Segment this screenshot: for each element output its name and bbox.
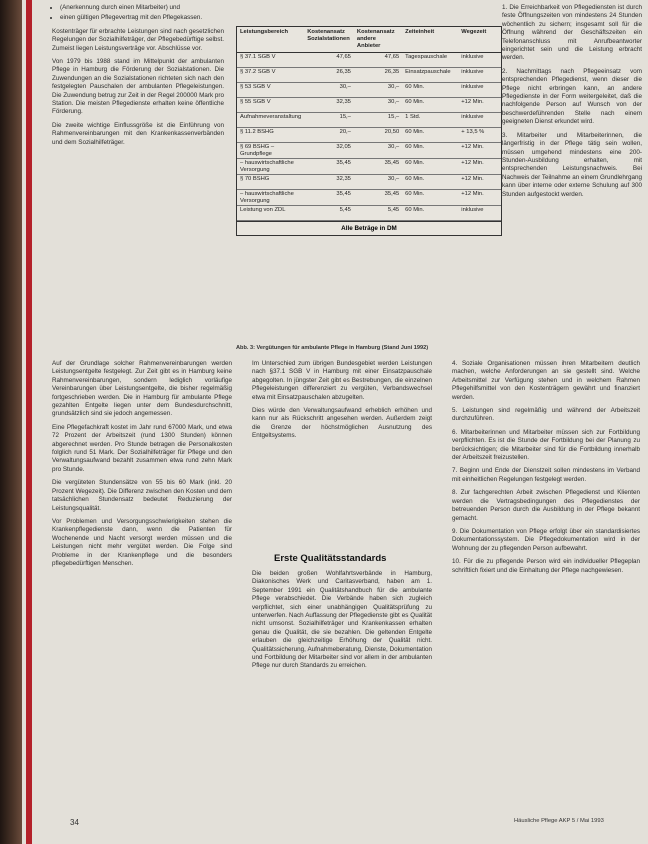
table-cell: 35,45 [304,159,354,175]
table-cell: 5,45 [304,206,354,221]
table-cell: 60 Min. [402,190,458,206]
table-cell: inklusive [458,68,501,83]
list-item: • (Anerkennung durch einen Mitarbeiter) und [60,4,224,12]
table-row [237,206,501,221]
table-cell: 32,35 [304,175,354,190]
table-row [237,159,501,175]
table-cell: inklusive [458,206,501,221]
table-cell: 60 Min. [402,175,458,190]
paragraph: Die beiden großen Wohlfahrtsverbände in Hamburg, Diakonisches Werk und Caritasverband, haben am 1. September 1991 ein Qualitätshandbuch für die ambulante Pflege verabschiedet. Die Verbände haben sich zugleich verpflichtet, sich einer unabhängigen Qualitätsprüfung zu unterwerfen. Nach Auffassung der Pflegedienste gibt es Qualität nicht umsonst. Sozialhilfeträger und Krankenkassen erhalten genau die Qualität, die sie bezahlen. Die geltenden Entgelte erlauben die gleichzeitige Erhöhung der Qualität nicht. Qualitätssicherung, Aufnahmeberatung, Dienste, Dokumentation und Fortbildung der Mitarbeiter sind vor allem in der ambulanten Pflege nur durch Standards zu erreichen. [252,570,432,670]
paragraph: Die vergüteten Stundensätze von 55 bis 60 Mark (inkl. 20 Prozent Wegezeit). Die Differenz zwischen den Kosten und dem tatsächlichen Stundensatz bedeutet Reduzierung der Leistungsqualität. [52,479,232,512]
table-cell: § 69 BSHG – Grundpflege [237,143,304,159]
table-cell: § 53 SGB V [237,83,304,98]
table-cell: 30,– [354,143,402,159]
table-cell: § 37.2 SGB V [237,68,304,83]
table-cell: Tagespauschale [402,53,458,68]
table-row [237,143,501,159]
table-row [237,53,501,68]
table-row [237,83,501,98]
paragraph: 3. Mitarbeiter und Mitarbeiterinnen, die längerfristig in der Pflege tätig sein wollen, müssen umgehend mindestens eine 200-Stunden-Ausbildung erhalten, mit entsprechenden Leistungsnachweis. Bei Nachweis der Teilnahme an einem Grundlehrgang kann über interne oder externe Schulung auf 300 Stunden aufgestockt werden. [502,131,642,198]
paragraph: 9. Die Dokumentation von Pflege erfolgt über ein standardisiertes Dokumentationssystem. Die Pflegedokumentation wird in der Wohnung der zu pflegenden Person aufbewahrt. [452,527,640,552]
table-row [237,190,501,206]
requirements-list [52,4,224,23]
column-header: Leistungsbereich [237,27,304,53]
paragraph: 4. Soziale Organisationen müssen ihren Mitarbeitern deutlich machen, welche Anforderungen an sie gestellt sind. Welche Arbeitsmittel zur Verfügung stehen und in welchem Rahmen Pflegehilfsmittel von den Kostenträgern gewährt und finanziert werden. [452,360,640,401]
table-cell: – hauswirtschaftliche Versorgung [237,190,304,206]
red-margin-stripe [26,0,32,844]
table-footer: Alle Beträge in DM [237,221,501,235]
book-spine [0,0,22,844]
magazine-page [22,0,648,844]
table-cell: 32,35 [304,98,354,113]
table-cell: 1 Std. [402,113,458,128]
table-cell: 60 Min. [402,128,458,143]
table-cell: 5,45 [354,206,402,221]
table-cell: 60 Min. [402,83,458,98]
table-cell: Aufnahmeveranstaltung [237,113,304,128]
column-header: Kostenansatz andere Anbieter [354,27,402,53]
fee-table [236,26,502,236]
table-cell: 26,35 [354,68,402,83]
table-cell: 20,– [304,128,354,143]
lower-middle-column-cont [252,570,432,676]
table-cell: 60 Min. [402,159,458,175]
lower-middle-column [252,360,432,446]
page-number: 34 [70,818,79,827]
table-row [237,113,501,128]
table-cell: 15,– [354,113,402,128]
table-cell: +12 Min. [458,159,501,175]
table-cell: 35,45 [354,159,402,175]
paragraph: 10. Für die zu pflegende Person wird ein individueller Pflegeplan schriftlich fixiert und die Einhaltung der Pflege nachgewiesen. [452,558,640,574]
paragraph: Im Unterschied zum übrigen Bundesgebiet werden Leistungen nach §37.1 SGB V in Hamburg mit einer Einsatzpauschale abgegolten. In jüngster Zeit gibt es Bestrebungen, die einzelnen Pflegeleistungen differenziert zu vergüten, Verbandswechsel etwa mit Einsatzpauschalen abzugelten. [252,360,432,401]
left-top-column [52,4,224,152]
paragraph: 6. Mitarbeiterinnen und Mitarbeiter müssen sich zur Fortbildung verpflichten. Es ist die Stunde der Fortbildung bei der Planung zu berücksichtigen; die Mitarbeiter sind für die Fortbildung innerhalb der Arbeitszeit freizustellen. [452,428,640,462]
paragraph: Kostenträger für erbrachte Leistungen sind nach gesetzlichen Regelungen der Sozialhilfeträger, der Pflegebedürftige selbst. Zumeist liegen Leistungsverträge vor. Abschlüsse vor. [52,27,224,52]
table-cell: +12 Min. [458,143,501,159]
table-cell: 35,45 [354,190,402,206]
table-cell: 26,35 [304,68,354,83]
table-cell: § 11.2 BSHG [237,128,304,143]
table-row [237,128,501,143]
table-row [237,175,501,190]
table-cell: 47,65 [354,53,402,68]
paragraph: 8. Zur fachgerechten Arbeit zwischen Pflegedienst und Klienten werden die Vertragsbedingungen des Pflegedienstes der betreuenden Person durch die Ausbildung in der Pflege bekannt gemacht. [452,489,640,522]
paragraph: Dies würde den Verwaltungsaufwand erheblich erhöhen und kann nur als Rückschritt angesehen werden. Außerdem zeigt die Grenze der höchstmöglichen Ausnutzung des Entgeltsystems. [252,407,432,440]
table-cell: Einsatzpauschale [402,68,458,83]
paragraph: Eine Pflegefachkraft kostet im Jahr rund 67000 Mark, und etwa 72 Prozent der Arbeitszeit (rund 1300 Stunden) können abgerechnet werden. Pro Stunde betragen die Personalkosten folglich rund 51 Mark. Der Sozialhilfeträger für Pflege und den Verwaltungsaufwand bezahlt zusammen etwa rund zehn Mark pro Stunde. [52,423,232,473]
table-header-row [237,27,501,53]
paragraph: 7. Beginn und Ende der Dienstzeit sollen mindestens im Verband mit einheitlichen Regelungen festgelegt werden. [452,467,640,483]
table-cell: 32,05 [304,143,354,159]
paragraph: Auf der Grundlage solcher Rahmenvereinbarungen werden Leistungsentgelte festgelegt. Zur Zeit gibt es in Hamburg keine Rahmenvereinbarungen, sondern lediglich vorläufige Vereinbarungen über Leistungsentgelte, die bisher regelmäßig fortgeschrieben werden. Die in Hamburg für ambulante Pflege gezahlten Entgelte liegen unter dem Bundesdurchschnitt, grundsätzlich sind sie jedoch angemessen. [52,360,232,418]
table-cell: inklusive [458,53,501,68]
section-heading: Erste Qualitätsstandards [274,553,387,564]
table-cell: +12 Min. [458,190,501,206]
table-cell: 30,– [354,98,402,113]
table-cell: 30,– [304,83,354,98]
paragraph: Die zweite wichtige Einflussgröße ist die Einführung von Rahmenvereinbarungen mit den Krankenkassenverbänden und dem Sozialhilfeträger. [52,121,224,146]
table-cell: 60 Min. [402,206,458,221]
column-header: Zeiteinheit [402,27,458,53]
paragraph: 5. Leistungen sind regelmäßig und während der Arbeitszeit durchzuführen. [452,407,640,423]
table-row [237,68,501,83]
paragraph: Vor Problemen und Versorgungsschwierigkeiten stehen die Krankenpflegedienste dann, wenn die Patienten für Wochenende und Nacht versorgt werden müssen und die Leistungen nicht mehr vergütet werden. Die Folge sind Probleme in der Krankenpflege und die besonders pflegebedürftigen Menschen. [52,517,232,567]
table-cell: +12 Min. [458,98,501,113]
lower-right-column [452,360,640,580]
table-cell: – hauswirtschaftliche Versorgung [237,159,304,175]
table-cell: 60 Min. [402,98,458,113]
table-cell: inklusive [458,83,501,98]
table-body [237,53,501,221]
paragraph: Von 1979 bis 1988 stand im Mittelpunkt der ambulanten Pflege in Hamburg die Förderung der Sozialstationen. Die Zuwendungen an die Sozialstationen richteten sich nach den festgelegten Pauschalen der ambulanten Pflegeleistungen. Die Zuwendung betrug zur Zeit in der Regel 200000 Mark pro Station. Die meisten Pflegedienste erhalten keine öffentliche Förderung. [52,58,224,116]
column-header: Kostenansatz Sozialstationen [304,27,354,53]
column-header: Wegezeit [458,27,501,53]
table-cell: 60 Min. [402,143,458,159]
table-cell: 30,– [354,83,402,98]
page-footer: Häusliche Pflege AKP 5 / Mai 1993 [514,818,604,824]
table-cell: 20,50 [354,128,402,143]
table-cell: Leistung von ZDL [237,206,304,221]
lower-left-column [52,360,232,573]
figure-caption: Abb. 3: Vergütungen für ambulante Pflege in Hamburg (Stand Juni 1992) [236,345,429,351]
paragraph: 2. Nachmittags nach Pflegeeinsatz vom entsprechenden Pflegedienst, wenn dieser die Pflege nicht erbringen kann, an andere Pflegedienste in der Form weitergeleitet, daß die nachfolgende Person auf Wunsch von der beschwerdeführenden Stelle nach einem geeigneten Dienst erkundet wird. [502,67,642,126]
table-cell: inklusive [458,113,501,128]
table-cell: § 70 BSHG [237,175,304,190]
right-top-column [502,4,642,204]
table-cell: 47,65 [304,53,354,68]
table-cell: 35,45 [304,190,354,206]
table-cell: 30,– [354,175,402,190]
table-cell: § 55 SGB V [237,98,304,113]
table-row [237,98,501,113]
paragraph: 1. Die Erreichbarkeit von Pflegediensten ist durch feste Öffnungszeiten von mindestens 24 Stunden wöchentlich zu sichern; insgesamt soll für die Öffnung während der Geschäftszeiten ein Telefonanschluss mit Anrufbeantworter eingerichtet sein und die Leistung erbracht werden. [502,4,642,62]
list-item: • einen gültigen Pflegevertrag mit den Pflegekassen. [60,14,224,22]
table-cell: + 13,5 % [458,128,501,143]
table-cell: +12 Min. [458,175,501,190]
table-cell: § 37.1 SGB V [237,53,304,68]
table-cell: 15,– [304,113,354,128]
